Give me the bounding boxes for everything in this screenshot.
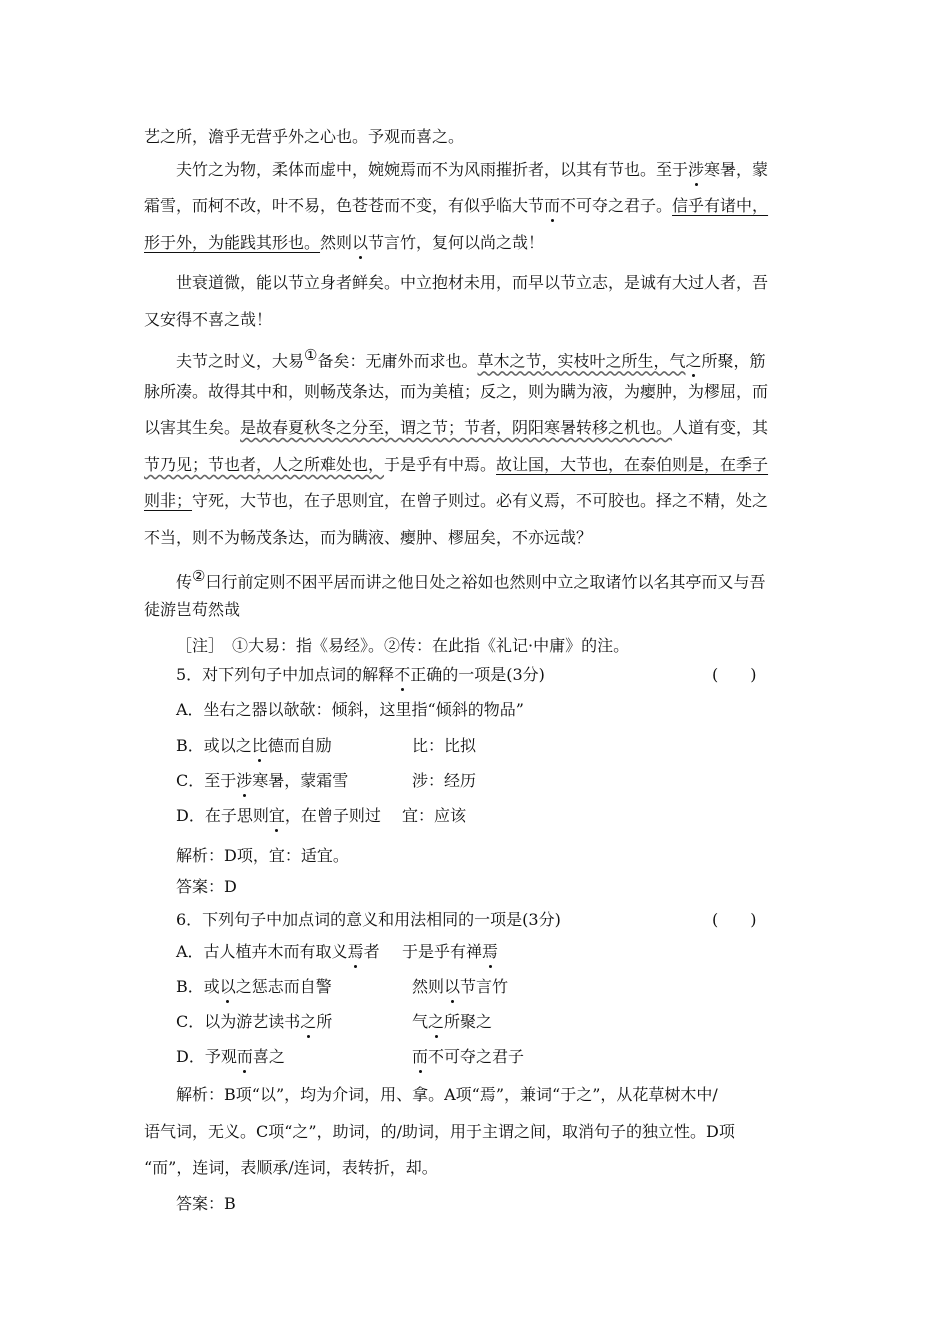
text: 不可夺之君子 [428,1047,525,1066]
text: 所 [316,1012,333,1031]
underlined-sentence: 形于外，为能践其形也。 [144,233,321,252]
answer: 答案：D [176,877,237,896]
dotted-word: 而 [236,1047,253,1066]
text: 不当，则不为畅茂条达，而为瞒液、瘿肿、樛屈矣，不亦远哉？ [144,528,593,547]
text: A．古人植卉木而有取义 [176,942,348,961]
analysis: “而”，连词，表顺承/连词，表转折，却。 [144,1158,438,1177]
text: B．或 [176,977,220,996]
wavy-underlined-sentence: 草木之节，实枝叶之所生，气 [477,351,686,371]
text: 又安得不喜之哉！ [144,310,273,329]
dotted-word: 之 [300,1012,317,1031]
option-d-right [412,1047,524,1067]
dotted-word: 宜 [268,806,285,825]
text: 节言竹 [460,977,509,996]
passage-line [144,382,768,402]
passage-line [144,418,768,438]
passage-line [144,127,464,147]
passage-line [144,310,272,330]
text: 之惩志而自警 [235,977,332,996]
dotted-word: 之 [428,1012,445,1031]
text: 徒游岂苟然哉 [144,600,241,619]
option-c-right [412,1012,492,1032]
underlined-sentence: 则非； [144,491,193,510]
dotted-word: 不 [394,665,411,684]
text: 以害其生矣。 [144,418,241,437]
option-d [176,806,381,826]
underlined-sentence: 信乎有诸中， [672,196,769,215]
text: 守死，大节也，在子思则宜，在曾子则过。必有义焉，不可胶也。择之不精，处之 [192,491,769,510]
footnote [176,636,629,656]
text: D．予观 [176,1047,237,1066]
dotted-word: 比 [251,736,268,755]
text: 正确的一项是(3分) [410,665,545,684]
dotted-word: 而 [544,196,561,215]
text: 气 [412,1012,429,1031]
option-b-gloss: 比：比拟 [412,736,477,755]
text: 寒暑，蒙霜雪 [252,771,349,790]
footnote-marker: ① [304,346,318,364]
text: 霜雪，而柯不改，叶不易，色苍苍而不变，有似乎临大节 [144,196,545,215]
answer-paren: ( ) [712,665,757,684]
answer-paren: ( ) [712,910,757,929]
text: 世衰道微，能以节立身者鲜矣。中立抱材未用，而早以节立志，是诚有大过人者，吾 [176,273,769,292]
dotted-word: 以 [352,233,369,252]
passage-line [144,196,768,216]
option-b-right [412,977,508,997]
text: 传 [176,572,193,592]
text: 所聚，筋 [701,351,766,371]
wavy-underlined-sentence: 是故春夏秋冬之分至，谓之节；节者，阴阳寒暑转移之机也。 [240,418,673,437]
dotted-word: 之 [685,351,702,371]
text: 艺之所，澹乎无营乎外之心也。予观而喜之。 [144,127,465,146]
option-c [176,1012,332,1032]
text: 备矣：无庸外而求也。 [317,351,478,371]
text: 然则 [320,233,353,252]
dotted-word: 以 [219,977,236,996]
text: 夫竹之为物，柔体而虚中，婉婉焉而不为风雨摧折者，以其有节也。至于 [176,160,689,179]
text: 曰行前定则不困平居而讲之他日处之裕如也然则中立之取诸竹以名其亭而又与吾 [205,572,766,592]
passage-line [144,455,768,475]
passage-line [144,233,544,253]
option-c-gloss: 涉：经历 [412,771,477,790]
text: 5．对下列句子中加点词的解释 [176,665,395,684]
question-stem: 6．下列句子中加点词的意义和用法相同的一项是(3分) [176,910,561,929]
option-b [176,977,332,997]
option-b [176,736,332,756]
answer: 答案：B [176,1194,236,1213]
option-d [176,1047,285,1067]
text: 不可夺之君子。 [560,196,673,215]
text: 于是乎有禅 [402,942,483,961]
text: 人道有变，其 [672,418,769,437]
text: 喜之 [252,1047,285,1066]
dotted-word: 涉 [688,160,705,179]
dotted-word: 焉 [482,942,499,961]
text: 夫节之时义，大易 [176,351,305,371]
text: 寒暑，蒙 [704,160,769,179]
text: 者 [363,942,380,961]
question-stem [176,665,545,685]
dotted-word: 涉 [236,771,253,790]
text: ，在曾子则过 [284,806,381,825]
text: C．以为游艺读书 [176,1012,301,1031]
passage-line [144,528,592,548]
text: D．在子思则 [176,806,269,825]
text: 脉所凑。故得其中和，则畅茂条达，而为美植；反之，则为瞒为液，为瘿肿，为樛屈，而 [144,382,769,401]
analysis: 语气词，无义。C项“之”，助词，的/助词，用于主谓之间，取消句子的独立性。D项 [144,1122,735,1141]
passage-line [144,491,768,511]
passage-line [176,345,766,371]
analysis: 解析：B项“以”，均为介词，用、拿。A项“焉”，兼词“于之”，从花草树木中/ [176,1085,718,1104]
passage-line [176,566,765,592]
text: 于是乎有中焉。 [384,455,497,474]
text: ［注］ ①大易：指《易经》。②传：在此指《礼记·中庸》的注。 [176,636,630,655]
option-d-gloss: 宜：应该 [402,806,467,825]
option-a: A．坐右之器以欹欹：倾斜，这里指“倾斜的物品” [176,700,524,719]
text: B．或以之 [176,736,252,755]
dotted-word: 而 [412,1047,429,1066]
text: C．至于 [176,771,237,790]
option-a-right [402,942,498,962]
wavy-underlined-sentence: 节乃见；节也者，人之所难处也， [144,455,385,474]
text: 德而自励 [267,736,332,755]
dotted-word: 以 [444,977,461,996]
option-a [176,942,380,962]
text: 所聚之 [444,1012,493,1031]
analysis: 解析：D项，宜：适宜。 [176,846,349,865]
text: 然则 [412,977,445,996]
passage-line [144,600,240,620]
option-c [176,771,348,791]
underlined-sentence: 故让国，大节也，在泰伯则是，在季子 [496,455,769,474]
passage-line [176,273,768,293]
footnote-marker: ② [192,567,206,585]
passage-line [176,160,768,180]
text: 节言竹，复何以尚之哉！ [368,233,545,252]
dotted-word: 焉 [347,942,364,961]
